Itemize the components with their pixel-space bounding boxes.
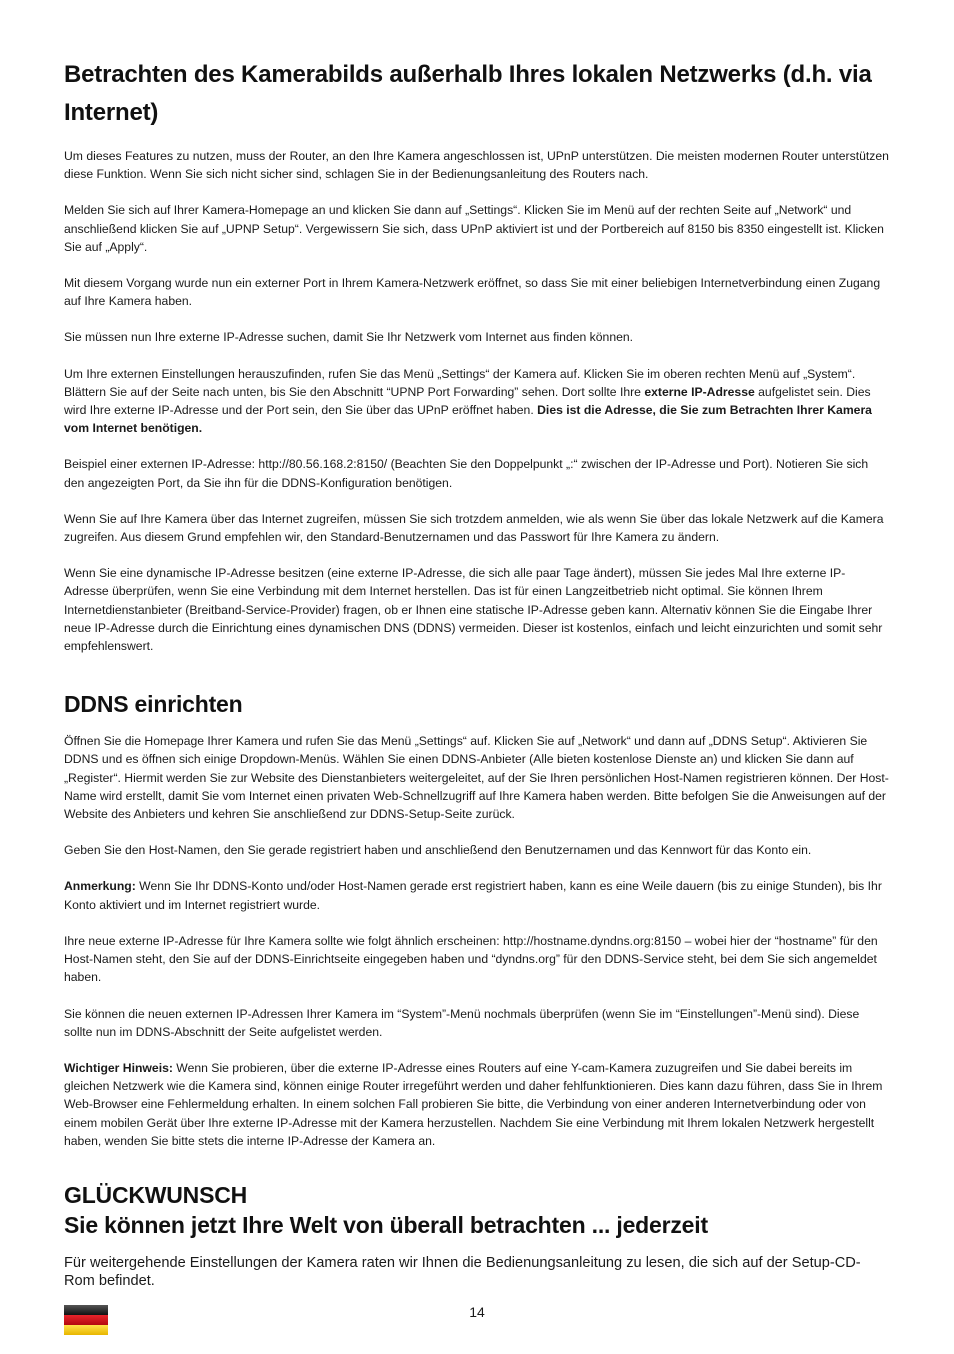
paragraph: Geben Sie den Host-Namen, den Sie gerade registriert haben und anschließend den Benutzernamen und das Kennwort für das Konto ein. <box>64 843 812 858</box>
bold-text: externe IP-Adresse <box>644 384 755 399</box>
note-label: Anmerkung: <box>64 879 136 894</box>
paragraph: Mit diesem Vorgang wurde nun ein externer Port in Ihrem Kamera-Netzwerk eröffnet, so dass Sie mit einer beliebigen Internetverbindung einen Zugang auf Ihre Kamera haben. <box>64 276 881 309</box>
paragraph: Sie müssen nun Ihre externe IP-Adresse suchen, damit Sie Ihr Netzwerk vom Internet aus finden können. <box>64 330 634 345</box>
page-number: 14 <box>469 1304 485 1320</box>
paragraph: Öffnen Sie die Homepage Ihrer Kamera und rufen Sie das Menü „Settings“ auf. Klicken Sie auf „Network“ und dann auf „DDNS Setup“. Aktivieren Sie DDNS und es öffnen sich einige Dropdown-Menüs. Wählen Sie einen DDNS-Anbieter (Alle bieten kostenlose Dienste an) und klicken Sie dann auf „Register“. Hiermit werden Sie zur Website des Dienstanbieters weitergeleitet, auf der Sie Ihren persönlichen Host-Namen registrieren können. Der Host-Name wird erstellt, damit Sie vom Internet einen privaten Web-Schnellzugriff auf Ihre Kamera haben werden. Bitte befolgen Sie die Anweisungen auf der Website des Anbieters und kehren Sie anschließend zur DDNS-Setup-Seite zurück. <box>64 734 889 822</box>
congrats-subheading: Sie können jetzt Ihre Welt von überall betrachten ... jederzeit <box>64 1211 708 1238</box>
paragraph: Um Ihre externen Einstellungen herauszufinden, rufen Sie das Menü „Settings“ der Kamera auf. Klicken Sie im oberen rechten Menü auf „System“. Blättern Sie auf der Seite nach unten, bis Sie den Abschnitt “UPNP Port Forwarding” sehen. Dort sollte Ihre externe IP-Adresse aufgelistet sein. Dies wird Ihre externe IP-Adresse und der Port sein, den Sie über das UPnP eröffnet haben. Dies ist die Adresse, die Sie zum Betrachten Ihrer Kamera vom Internet benötigen. <box>64 366 872 436</box>
paragraph: Sie können die neuen externen IP-Adressen Ihrer Kamera im “System”-Menü nochmals überprüfen (wenn Sie im “Einstellungen”-Menü sind). Diese sollte nun im DDNS-Abschnitt der Seite aufgelistet werden. <box>64 1006 860 1039</box>
congrats-heading: GLÜCKWUNSCH <box>64 1181 248 1208</box>
section-title-internet: Betrachten des Kamerabilds außerhalb Ihres lokalen Netzwerks (d.h. via Internet) <box>64 61 872 126</box>
paragraph: Anmerkung: Wenn Sie Ihr DDNS-Konto und/oder Host-Namen gerade erst registriert haben, kann es eine Weile dauern (bis zu einige Stunden), bis Ihr Konto aktiviert und im Internet registriert wurde. <box>64 879 882 912</box>
paragraph: Melden Sie sich auf Ihrer Kamera-Homepage an und klicken Sie dann auf „Settings“. Klicken Sie im Menü auf der rechten Seite auf „Network“ und anschließend klicken Sie auf „UPNP Setup“. Vergewissern Sie sich, dass UPnP aktiviert ist und der Portbereich auf 8150 bis 8350 eingestellt ist. Klicken Sie auf „Apply“. <box>64 203 884 254</box>
paragraph: Ihre neue externe IP-Adresse für Ihre Kamera sollte wie folgt ähnlich erscheinen: http://hostname.dyndns.org:8150 – wobei hier der “hostname” für den Host-Namen steht, den Sie auf der DDNS-Einrichtseite eingegeben haben und “dyndns.org” für den DDNS-Service steht, bei dem Sie sich angemeldet haben. <box>64 933 878 985</box>
paragraph-lead: Für weitergehende Einstellungen der Kamera raten wir Ihnen die Bedienungsanleitung zu lesen, die sich auf der Setup-CD-Rom befindet. <box>64 1254 861 1290</box>
section-title-ddns: DDNS einrichten <box>64 691 243 718</box>
document-page <box>64 56 890 1290</box>
paragraph: Wenn Sie auf Ihre Kamera über das Internet zugreifen, müssen Sie sich trotzdem anmelden, wie als wenn Sie über das lokale Netzwerk auf die Kamera zugreifen. Aus diesem Grund empfehlen wir, den Standard-Benutzernamen und das Passwort für Ihre Kamera zu ändern. <box>64 511 884 545</box>
paragraph: Um dieses Features zu nutzen, muss der Router, an den Ihre Kamera angeschlossen ist, UPnP unterstützen. Die meisten modernen Router unterstützen diese Funktion. Wenn Sie sich nicht sicher sind, schlagen Sie in der Bedienungsanleitung des Routers nach. <box>64 149 889 182</box>
paragraph: Beispiel einer externen IP-Adresse: http://80.56.168.2:8150/ (Beachten Sie den Doppelpunkt „:“ zwischen der IP-Adresse und Port). Notieren Sie sich den angezeigten Port, da Sie ihn für die DDNS-Konfiguration benötigen. <box>64 457 869 490</box>
bold-text: Dies ist die Adresse, die Sie zum Betrachten Ihrer Kamera vom Internet benötigen. <box>64 403 872 436</box>
paragraph: Wenn Sie eine dynamische IP-Adresse besitzen (eine externe IP-Adresse, die sich alle paar Tage ändert), müssen Sie jedes Mal Ihre externe IP-Adresse überprüfen, wenn Sie eine Verbindung mit dem Internet herstellen. Das ist für einen Langzeitbetrieb nicht optimal. Sie können Ihrem Internetdienstanbieter (Breitband-Service-Provider) fragen, ob er Ihnen eine statische IP-Adresse geben kann. Alternativ können Sie die Eingabe Ihrer neue IP-Adresse durch die Einrichtung eines dynamischen DNS (DDNS) vermeiden. Dieser ist kostenlos, einfach und leicht einzurichten und somit sehr empfehlenswert. <box>64 566 883 654</box>
paragraph: Wichtiger Hinweis: Wenn Sie probieren, über die externe IP-Adresse eines Routers auf eine Y-cam-Kamera zuzugreifen und Sie dabei bereits im gleichen Netzwerk wie die Kamera sind, können einige Router irregeführt werden und daher fehlfunktionieren. Dies kann dazu führen, dass Sie in Ihrem Web-Browser eine Fehlermeldung erhalten. In einem solchen Fall probieren Sie bitte, die Verbindung von einer anderen Internetverbindung oder von einem mobilen Gerät über Ihre externe IP-Adresse mit der Kamera herzustellen. Nachdem Sie eine Verbindung mit Ihrem lokalen Netzwerk hergestellt haben, wenden Sie bitte stets die interne IP-Adresse der Kamera an. <box>64 1060 883 1148</box>
warning-label: Wichtiger Hinweis: <box>64 1060 173 1075</box>
